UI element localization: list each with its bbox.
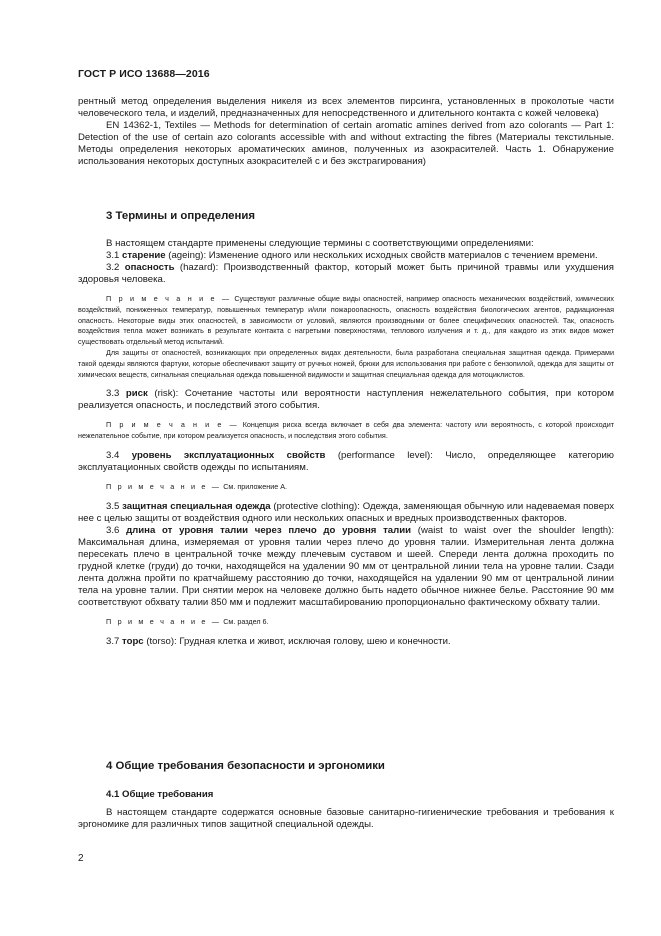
section-4-body	[78, 807, 614, 831]
intro-block	[78, 96, 614, 168]
term-number: 3.1	[106, 250, 123, 261]
page-number: 2	[78, 853, 84, 864]
term-number: 3.3	[106, 388, 126, 400]
note-text: Существуют различные общие виды опасностей, например опасность механических воздействий, химических воздействий, пониженных температур, повышенных температур и/или пожароопасность, опасность воздействия биологических агентов, радиационная опасность. Некоторые виды этих опасностей, в зависимости от условий, являются производными от более специфических опасностей. Так, опасность воздействия тепла может возникать в результате контакта с нагретыми поверхностями, теплового излучения и т. д., для каждого из этих видов может существовать отдельный метод испытаний.	[78, 294, 615, 347]
intro-paragraph-2: EN 14362-1, Textiles — Methods for determination of certain aromatic amines derived from azo colorants — Part 1: Detection of the use of certain azo colorants accessible with and without extracting the fibres (Материалы текстильные. Методы определения некоторых ароматических аминов, полученных из азокрасителей. Часть 1. Обнаружение использования некоторых доступных азокрасителей с и без экстрагирования)	[78, 120, 614, 167]
note-3-6	[78, 617, 614, 628]
term-name: торс	[122, 635, 144, 647]
note-label: П р и м е ч а н и е —	[106, 481, 222, 491]
section-3-intro: В настоящем стандарте применены следующие термины с соответствующими определениями:	[106, 238, 534, 249]
note-text: См. приложение А.	[221, 481, 287, 491]
term-3-2	[78, 262, 614, 286]
term-name: длина от уровня талии через плечо до уровня талии	[126, 524, 412, 536]
term-3-1	[78, 250, 614, 262]
term-definition: (ageing): Изменение одного или нескольких исходных свойств материалов с течением времени.	[165, 250, 598, 261]
section-3-heading: 3 Термины и определения	[106, 210, 256, 222]
term-definition: (performance level): Число, определяющее категорию эксплуатационных свойств одежды по испытаниям.	[78, 449, 614, 473]
intro-paragraph-1: рентный метод определения выделения никеля из всех элементов пирсинга, установленных в проколотые части человеческого тела, и изделий, предназначенных для непосредственного и длительного контакта с кожей человека)	[78, 96, 614, 119]
note-text: Концепция риска всегда включает в себя два элемента: частоту или вероятность, с которой происходит нежелательное событие, при котором реализуется опасность, и последствия этого события.	[78, 420, 614, 441]
term-number: 3.4	[106, 449, 132, 461]
term-name: риск	[125, 388, 148, 400]
term-name: уровень эксплуатационных свойств	[131, 449, 326, 461]
section-4-1-heading: 4.1 Общие требования	[106, 789, 214, 800]
note-label: П р и м е ч а н и е —	[106, 420, 239, 430]
term-name: старение	[122, 250, 166, 261]
note-text: См. раздел 6.	[221, 616, 269, 626]
note-label: П р и м е ч а н и е —	[106, 294, 232, 303]
note-label: П р и м е ч а н и е —	[106, 616, 222, 626]
note-3-2-b: Для защиты от опасностей, возникающих при определенных видах деятельности, была разработана специальная защитная одежда. Примерами такой одежды являются фартуки, которые обеспечивают защиту от ручных ножей, брюки для использования при работе с бензопилой, одежда для защиты от химических веществ, сигнальная специальная одежда повышенной видимости и защитная специальная одежда для мотоциклистов.	[78, 347, 614, 379]
term-number: 3.2	[106, 262, 125, 273]
term-3-4	[78, 450, 614, 474]
term-definition: (waist to waist over the shoulder length): Максимальная длина, измеряемая от уровня талии через плечо до уровня талии. Измерительная лента должна пересекать плечо в центральной точке между плечевым суставом и шеей. Спереди лента должна проходить по грудной клетке (груди) до точки, находящейся на удалении 90 мм от центральной линии тела на уровне талии. Сзади лента должна пройти по кратчайшему расстоянию до точки, находящейся на удалении 90 мм от центральной линии тела на уровне талии. При снятии мерок на человеке должно быть надето обычное нижнее белье. Расстояние 90 мм соответствуют обхвату талии 850 мм и подлежит масштабированию пропорционально фактическому обхвату талии.	[78, 524, 614, 608]
term-3-3	[78, 388, 614, 412]
document-header: ГОСТ Р ИСО 13688—2016	[78, 68, 210, 80]
term-definition: (risk): Сочетание частоты или вероятности наступления нежелательного события, при котором реализуется опасность, и последствий этого события.	[78, 388, 614, 412]
term-definition: (protective clothing): Одежда, заменяющая обычную или надеваемая поверх нее с целью защиты от воздействия одного или нескольких опасных и вредных производственных факторов.	[78, 500, 614, 524]
note-3-3	[78, 420, 614, 442]
term-number: 3.6	[106, 524, 127, 536]
term-number: 3.7	[106, 635, 123, 647]
section-4-1-paragraph: В настоящем стандарте содержатся основные базовые санитарно-гигиенические требования и требования к эргономике для различных типов защитной специальной одежды.	[78, 807, 614, 830]
term-3-6	[78, 525, 614, 609]
term-name: защитная специальная одежда	[122, 500, 271, 512]
term-3-7	[78, 636, 614, 648]
term-number: 3.5	[106, 500, 123, 512]
section-3-body	[78, 238, 614, 648]
term-3-5	[78, 501, 614, 525]
term-definition: (torso): Грудная клетка и живот, исключая голову, шею и конечности.	[143, 635, 451, 647]
section-4-heading: 4 Общие требования безопасности и эргономики	[106, 760, 385, 772]
term-name: опасность	[124, 262, 175, 273]
note-3-4	[78, 482, 614, 493]
term-definition: (hazard): Производственный фактор, который может быть причиной травмы или ухудшения здоровья человека.	[78, 262, 614, 285]
note-3-2-a	[78, 294, 614, 348]
